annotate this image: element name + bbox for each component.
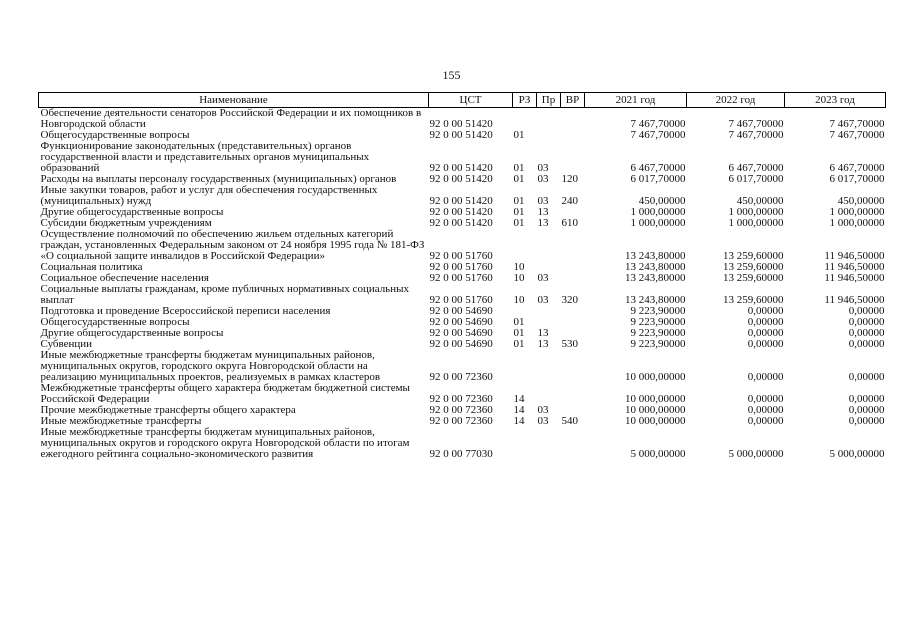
row-2023: 1 000,00000 <box>829 207 885 218</box>
row-name: Субвенции <box>40 339 93 350</box>
row-2021: 450,00000 <box>638 195 686 207</box>
row-2023: 0,00000 <box>848 416 885 427</box>
row-vr <box>561 273 585 284</box>
header-name: Наименование <box>39 93 429 108</box>
row-rz <box>513 229 537 262</box>
row-vr: 530 <box>561 339 578 350</box>
row-cst: 92 0 00 51420 <box>429 118 493 130</box>
row-2023: 7 467,70000 <box>829 130 885 141</box>
header-vr: ВР <box>561 93 585 108</box>
table-row <box>39 284 886 306</box>
row-2021: 7 467,70000 <box>630 118 686 130</box>
row-2022: 0,00000 <box>747 405 784 416</box>
row-vr <box>561 262 585 273</box>
row-vr <box>561 229 585 262</box>
table-row <box>39 405 886 416</box>
table-row <box>39 229 886 262</box>
row-2023: 0,00000 <box>848 317 885 328</box>
row-2023: 0,00000 <box>848 405 885 416</box>
header-2023: 2023 год <box>785 93 886 108</box>
row-cst: 92 0 00 51420 <box>429 162 493 174</box>
row-pr <box>537 108 561 131</box>
table-row <box>39 306 886 317</box>
row-vr <box>561 350 585 383</box>
row-vr: 540 <box>561 416 578 427</box>
row-name: Функционирование законодательных (представительных) органов государственной власти и представительных органов муниципальных образований <box>40 141 370 174</box>
row-2021: 13 243,80000 <box>625 262 686 273</box>
row-2022: 5 000,00000 <box>728 448 784 460</box>
row-rz: 01 <box>513 174 525 185</box>
row-2023: 11 946,50000 <box>824 250 885 262</box>
row-vr: 120 <box>561 174 578 185</box>
header-2021: 2021 год <box>585 93 687 108</box>
row-2021: 10 000,00000 <box>625 371 686 383</box>
row-2021: 9 223,90000 <box>630 328 686 339</box>
row-2022: 13 259,60000 <box>723 294 784 306</box>
row-name: Социальное обеспечение населения <box>40 273 209 284</box>
row-cst: 92 0 00 51420 <box>429 174 493 185</box>
row-2023: 6 017,70000 <box>829 174 885 185</box>
row-rz: 01 <box>513 317 525 328</box>
row-2021: 13 243,80000 <box>625 294 686 306</box>
table-row <box>39 416 886 427</box>
row-name: Расходы на выплаты персоналу государственных (муниципальных) органов <box>40 174 397 185</box>
row-rz: 14 <box>513 393 525 405</box>
row-2023: 11 946,50000 <box>824 273 885 284</box>
row-rz: 01 <box>513 218 525 229</box>
row-2021: 6 467,70000 <box>630 162 686 174</box>
row-2021: 1 000,00000 <box>630 218 686 229</box>
row-name: Социальные выплаты гражданам, кроме публичных нормативных социальных выплат <box>40 284 409 306</box>
row-2023: 1 000,00000 <box>829 218 885 229</box>
row-2022: 0,00000 <box>747 416 784 427</box>
row-cst: 92 0 00 54690 <box>429 317 493 328</box>
row-2023: 0,00000 <box>848 339 885 350</box>
row-cst: 92 0 00 51420 <box>429 195 493 207</box>
row-2023: 0,00000 <box>848 393 885 405</box>
row-pr: 03 <box>537 294 549 306</box>
row-vr <box>561 141 585 174</box>
row-rz: 10 <box>513 273 525 284</box>
row-2023: 450,00000 <box>837 195 885 207</box>
table-row <box>39 273 886 284</box>
row-name: Осуществление полномочий по обеспечению жильем отдельных категорий граждан, установленных Федеральным законом от 24 ноября 1995 года № 181-ФЗ «О социальной защите инвалидов в Российской Федерации» <box>40 229 425 262</box>
row-name: Иные межбюджетные трансферты <box>40 416 202 427</box>
row-2021: 7 467,70000 <box>630 130 686 141</box>
row-2023: 6 467,70000 <box>829 162 885 174</box>
row-pr: 03 <box>537 162 549 174</box>
row-2022: 13 259,60000 <box>723 262 784 273</box>
row-pr: 13 <box>537 218 549 229</box>
row-2022: 0,00000 <box>747 317 784 328</box>
row-rz: 10 <box>513 294 525 306</box>
row-name: Другие общегосударственные вопросы <box>40 207 224 218</box>
row-pr: 03 <box>537 405 549 416</box>
table-row <box>39 218 886 229</box>
row-cst: 92 0 00 51760 <box>429 250 493 262</box>
row-rz: 01 <box>513 195 525 207</box>
row-2022: 1 000,00000 <box>728 218 784 229</box>
row-2023: 7 467,70000 <box>829 118 885 130</box>
row-pr <box>537 229 561 262</box>
row-2023: 0,00000 <box>848 328 885 339</box>
row-pr <box>537 350 561 383</box>
row-name: Общегосударственные вопросы <box>40 130 190 141</box>
row-vr <box>561 405 585 416</box>
row-pr <box>537 427 561 460</box>
row-cst: 92 0 00 54690 <box>429 306 493 317</box>
row-2022: 13 259,60000 <box>723 273 784 284</box>
row-cst: 92 0 00 51760 <box>429 294 493 306</box>
header-pr: Пр <box>537 93 561 108</box>
row-pr <box>537 262 561 273</box>
table-row <box>39 174 886 185</box>
header-rz: РЗ <box>513 93 537 108</box>
table-row <box>39 317 886 328</box>
row-rz <box>513 350 537 383</box>
row-name: Межбюджетные трансферты общего характера бюджетам бюджетной системы Российской Федерации <box>40 383 410 405</box>
row-vr <box>561 328 585 339</box>
table-row <box>39 350 886 383</box>
row-pr <box>537 306 561 317</box>
row-2021: 13 243,80000 <box>625 250 686 262</box>
row-rz: 14 <box>513 405 525 416</box>
row-rz <box>513 108 537 131</box>
row-pr <box>537 317 561 328</box>
row-cst: 92 0 00 51760 <box>429 262 493 273</box>
row-cst: 92 0 00 72360 <box>429 405 493 416</box>
row-pr <box>537 383 561 405</box>
row-cst: 92 0 00 72360 <box>429 416 493 427</box>
header-2022: 2022 год <box>687 93 785 108</box>
row-2021: 9 223,90000 <box>630 339 686 350</box>
table-row <box>39 185 886 207</box>
row-2022: 0,00000 <box>747 328 784 339</box>
row-2022: 1 000,00000 <box>728 207 784 218</box>
row-cst: 92 0 00 77030 <box>429 448 493 460</box>
table-row <box>39 328 886 339</box>
row-rz: 01 <box>513 339 525 350</box>
row-2022: 7 467,70000 <box>728 118 784 130</box>
row-2021: 9 223,90000 <box>630 317 686 328</box>
row-name: Обеспечение деятельности сенаторов Российской Федерации и их помощников в Новгородской области <box>40 107 422 130</box>
row-2023: 0,00000 <box>848 306 885 317</box>
row-name: Социальная политика <box>40 262 143 273</box>
row-pr: 03 <box>537 273 549 284</box>
table-row <box>39 141 886 174</box>
row-2021: 10 000,00000 <box>625 393 686 405</box>
table-row <box>39 130 886 141</box>
row-2021: 1 000,00000 <box>630 207 686 218</box>
table-header-row <box>39 93 886 108</box>
row-rz: 01 <box>513 328 525 339</box>
row-cst: 92 0 00 51760 <box>429 273 493 284</box>
row-vr: 610 <box>561 218 578 229</box>
row-vr: 320 <box>561 294 578 306</box>
row-vr <box>561 427 585 460</box>
row-2021: 13 243,80000 <box>625 273 686 284</box>
row-2022: 0,00000 <box>747 306 784 317</box>
table-row <box>39 108 886 131</box>
table-row <box>39 427 886 460</box>
row-cst: 92 0 00 54690 <box>429 339 493 350</box>
row-2023: 5 000,00000 <box>829 448 885 460</box>
row-2021: 6 017,70000 <box>630 174 686 185</box>
row-vr <box>561 306 585 317</box>
row-2021: 10 000,00000 <box>625 416 686 427</box>
row-2022: 0,00000 <box>747 371 784 383</box>
row-pr: 03 <box>537 174 549 185</box>
row-pr: 13 <box>537 339 549 350</box>
row-2022: 7 467,70000 <box>728 130 784 141</box>
row-rz: 01 <box>513 130 525 141</box>
row-pr: 03 <box>537 416 549 427</box>
row-vr <box>561 383 585 405</box>
row-2023: 0,00000 <box>848 371 885 383</box>
row-rz <box>513 427 537 460</box>
table-row <box>39 383 886 405</box>
row-rz: 14 <box>513 416 525 427</box>
table-row <box>39 339 886 350</box>
table-row <box>39 207 886 218</box>
row-cst: 92 0 00 51420 <box>429 130 493 141</box>
row-2022: 13 259,60000 <box>723 250 784 262</box>
table-row <box>39 262 886 273</box>
row-2022: 0,00000 <box>747 393 784 405</box>
row-rz <box>513 306 537 317</box>
header-cst: ЦСТ <box>429 93 513 108</box>
row-name: Иные межбюджетные трансферты бюджетам муниципальных районов, муниципальных округов и городского округа Новгородской области по итогам ежегодного рейтинга социально-экономического развития <box>40 427 410 460</box>
row-name: Подготовка и проведение Всероссийской переписи населения <box>40 306 331 317</box>
row-pr: 13 <box>537 207 549 218</box>
row-pr: 13 <box>537 328 549 339</box>
row-2022: 0,00000 <box>747 339 784 350</box>
row-2023: 11 946,50000 <box>824 294 885 306</box>
row-name: Прочие межбюджетные трансферты общего характера <box>40 405 296 416</box>
row-vr <box>561 108 585 131</box>
row-2022: 450,00000 <box>736 195 784 207</box>
row-pr: 03 <box>537 195 549 207</box>
row-vr <box>561 207 585 218</box>
row-pr <box>537 130 561 141</box>
row-vr <box>561 130 585 141</box>
row-vr <box>561 317 585 328</box>
row-rz: 10 <box>513 262 525 273</box>
row-cst: 92 0 00 51420 <box>429 218 493 229</box>
budget-table <box>38 92 886 460</box>
row-2023: 11 946,50000 <box>824 262 885 273</box>
row-2021: 5 000,00000 <box>630 448 686 460</box>
row-cst: 92 0 00 72360 <box>429 393 493 405</box>
row-cst: 92 0 00 51420 <box>429 207 493 218</box>
row-cst: 92 0 00 72360 <box>429 371 493 383</box>
row-2021: 9 223,90000 <box>630 306 686 317</box>
row-name: Субсидии бюджетным учреждениям <box>40 218 212 229</box>
row-name: Иные межбюджетные трансферты бюджетам муниципальных районов, муниципальных округов, городского округа Новгородской области на реализацию муниципальных проектов, реализуемых в рамках кластеров <box>40 350 381 383</box>
row-name: Другие общегосударственные вопросы <box>40 328 224 339</box>
row-cst: 92 0 00 54690 <box>429 328 493 339</box>
row-2022: 6 017,70000 <box>728 174 784 185</box>
row-vr: 240 <box>561 195 578 207</box>
row-2022: 6 467,70000 <box>728 162 784 174</box>
row-rz: 01 <box>513 162 525 174</box>
row-name: Общегосударственные вопросы <box>40 317 190 328</box>
row-2021: 10 000,00000 <box>625 405 686 416</box>
row-rz: 01 <box>513 207 525 218</box>
page-number: 155 <box>442 68 461 82</box>
row-name: Иные закупки товаров, работ и услуг для обеспечения государственных (муниципальных) нужд <box>40 185 378 207</box>
